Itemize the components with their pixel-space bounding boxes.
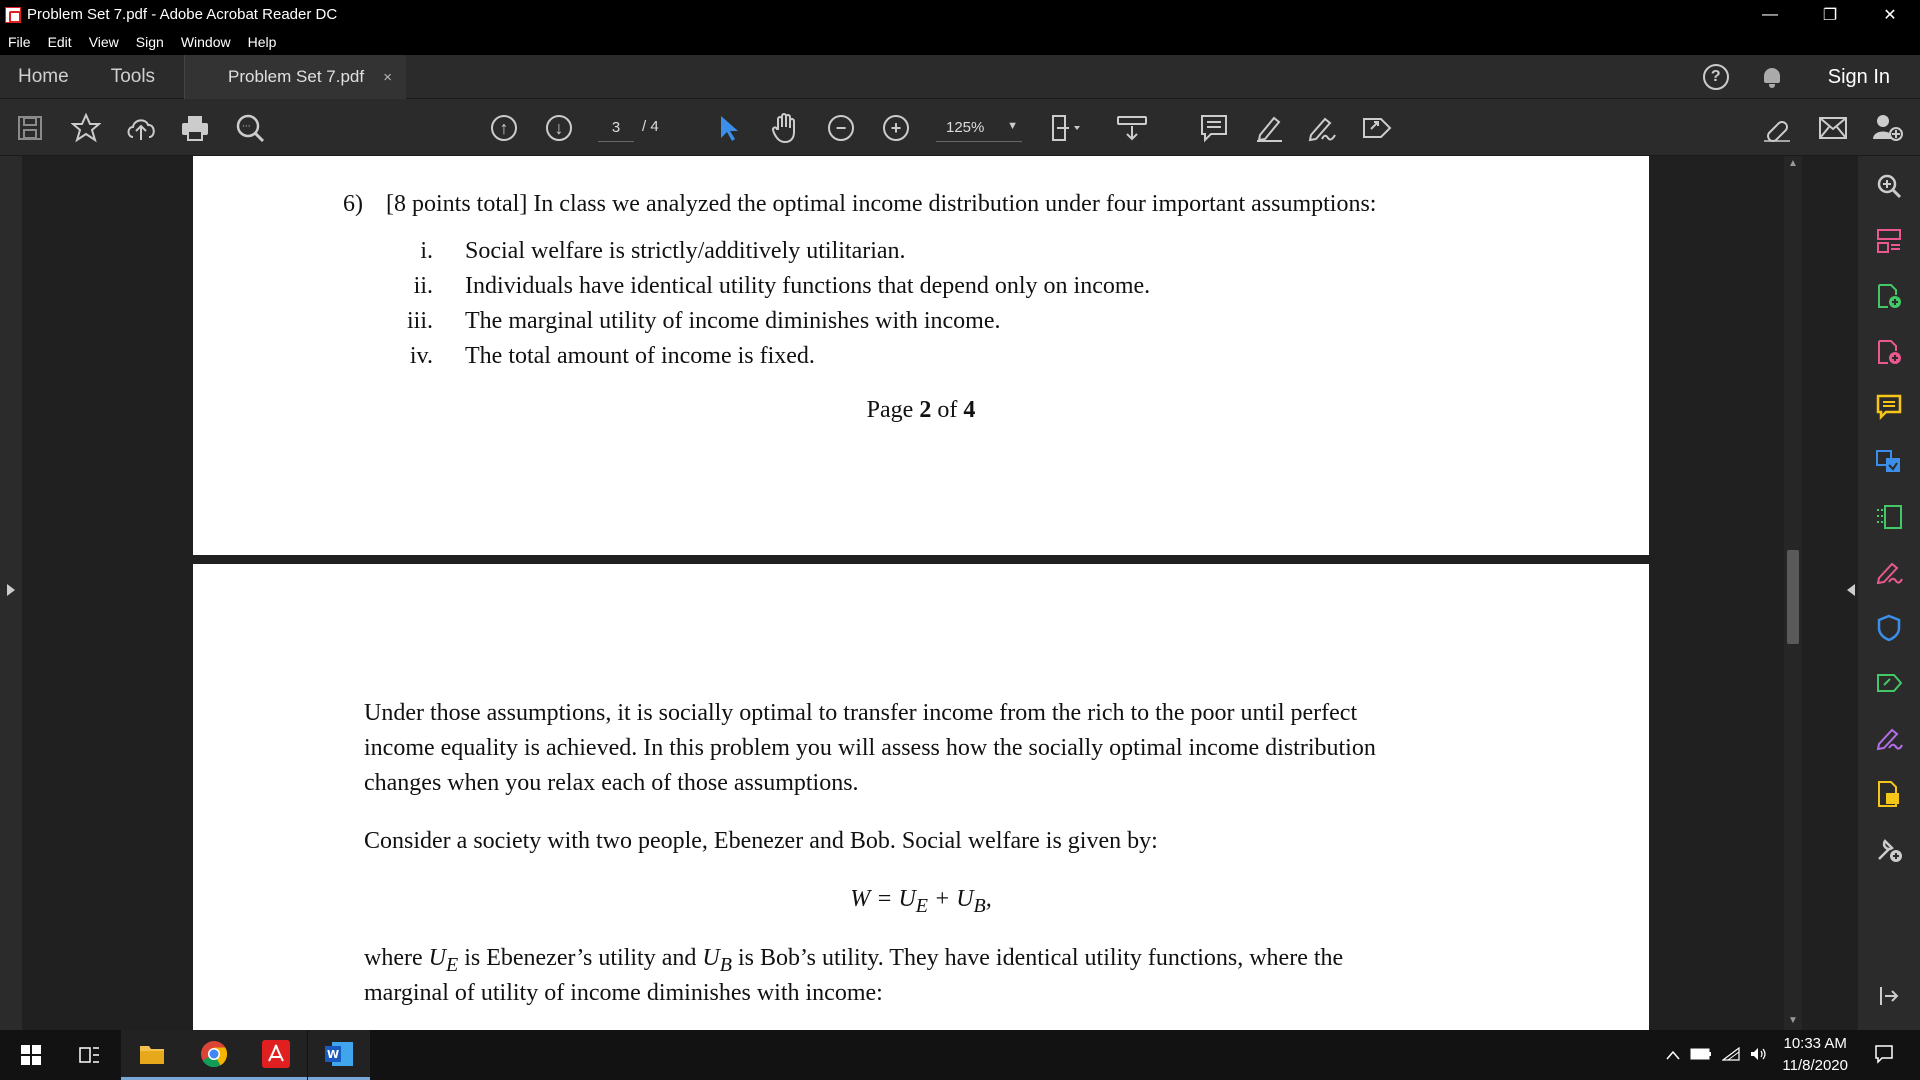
hand-tool-icon[interactable] (769, 112, 801, 144)
fit-page-icon[interactable] (1050, 112, 1082, 144)
send-for-signature-icon[interactable] (1875, 669, 1903, 697)
pen-sign-icon[interactable] (1875, 725, 1903, 753)
paragraph-line: where $U_E$ is Ebenezer’s utility and $U_B$ is Bob’s utility. They have identical utility functions, where the (364, 945, 1344, 976)
link-attach-icon[interactable] (1761, 112, 1793, 144)
zoom-level-select[interactable] (936, 114, 1022, 142)
page-number-input[interactable]: 3 (598, 114, 634, 142)
question-number: 6) (343, 191, 363, 217)
plus-icon: + (883, 115, 909, 141)
fill-sign-icon[interactable] (1875, 559, 1903, 587)
notifications-bell-icon[interactable] (1761, 66, 1783, 88)
document-viewport[interactable] (22, 156, 1858, 1030)
comment-tool-icon[interactable] (1875, 393, 1903, 421)
word-icon[interactable] (308, 1030, 370, 1080)
title-bar (0, 0, 1920, 29)
system-tray (1666, 1030, 1920, 1080)
list-item-number: iii. (406, 308, 433, 334)
menu-help[interactable]: Help (247, 34, 277, 50)
list-item-text: The marginal utility of income diminishes with income. (465, 308, 1001, 334)
export-pdf-icon[interactable] (1875, 338, 1903, 366)
pdf-page-3 (193, 564, 1649, 1030)
close-tab-icon[interactable]: × (383, 68, 392, 86)
taskbar-clock[interactable] (1782, 1033, 1848, 1077)
list-item-number: i. (420, 238, 433, 264)
expand-arrow-icon (7, 584, 15, 596)
edit-pdf-icon[interactable] (1875, 503, 1903, 531)
chrome-icon[interactable] (183, 1030, 245, 1080)
menu-view[interactable]: View (88, 34, 119, 50)
help-icon[interactable]: ? (1703, 64, 1729, 90)
add-user-icon[interactable] (1872, 112, 1904, 144)
right-tools-pane (1858, 156, 1920, 1030)
list-item-text: Individuals have identical utility functions that depend only on income. (465, 273, 1151, 299)
zoom-out-button[interactable] (825, 112, 857, 144)
clock-date: 11/8/2020 (1782, 1057, 1848, 1074)
paragraph-line: marginal of utility of income diminishes with income: (364, 980, 883, 1006)
minus-icon: − (828, 115, 854, 141)
close-window-button[interactable]: ✕ (1883, 6, 1897, 24)
paragraph-line: income equality is achieved. In this problem you will assess how the socially optimal income distribution (364, 735, 1376, 761)
read-mode-icon[interactable] (1116, 112, 1148, 144)
print-icon[interactable] (179, 112, 211, 144)
file-explorer-icon[interactable] (121, 1030, 183, 1080)
windows-taskbar (0, 1030, 1920, 1080)
collapse-pane-arrow-icon[interactable] (1875, 982, 1903, 1010)
zoom-search-icon[interactable] (1875, 172, 1903, 200)
task-view-icon[interactable] (59, 1030, 121, 1080)
vertical-scrollbar[interactable] (1784, 156, 1802, 1030)
svg-text:···: ··· (242, 122, 251, 132)
tab-home[interactable]: Home (18, 65, 69, 87)
restore-button[interactable]: ❐ (1822, 6, 1838, 24)
zoom-level-value: 125% (946, 119, 985, 136)
pdf-page-2 (193, 156, 1649, 555)
more-tools-icon[interactable] (1875, 835, 1903, 863)
create-pdf-icon[interactable] (1875, 282, 1903, 310)
email-icon[interactable] (1817, 112, 1849, 144)
notification-center-icon[interactable] (1874, 1044, 1894, 1067)
sign-in-button[interactable]: Sign In (1827, 65, 1890, 88)
save-icon[interactable] (14, 112, 46, 144)
acrobat-app-icon (5, 7, 21, 23)
minimize-button[interactable]: — (1762, 5, 1778, 23)
sign-pen-icon[interactable] (1306, 112, 1338, 144)
paragraph-line: Under those assumptions, it is socially optimal to transfer income from the rich to the poor until perfect (364, 700, 1358, 726)
page-total-label: / 4 (642, 118, 659, 135)
svg-text:W: W (327, 1047, 340, 1061)
battery-icon[interactable] (1690, 1047, 1712, 1063)
request-file-icon[interactable] (1875, 780, 1903, 808)
search-find-icon[interactable] (234, 112, 266, 144)
next-page-button[interactable] (543, 112, 575, 144)
upload-cloud-icon[interactable] (125, 112, 157, 144)
list-item-number: iv. (409, 343, 433, 369)
organize-pages-icon[interactable] (1875, 227, 1903, 255)
chevron-down-icon: ▼ (1007, 120, 1018, 132)
tab-bar (0, 55, 1920, 99)
document-tab-label: Problem Set 7.pdf (228, 67, 365, 86)
highlight-pen-icon[interactable] (1253, 112, 1285, 144)
welfare-equation: $W = U_E + U_B$, (850, 886, 992, 917)
previous-page-button[interactable] (488, 112, 520, 144)
bookmark-star-icon[interactable] (70, 112, 102, 144)
left-pane-toggle[interactable] (0, 156, 22, 1030)
comment-icon[interactable] (1198, 112, 1230, 144)
arrow-up-icon: ↑ (491, 115, 517, 141)
arrow-down-icon: ↓ (546, 115, 572, 141)
window-title: Problem Set 7.pdf - Adobe Acrobat Reader DC (27, 6, 338, 23)
combine-files-icon[interactable] (1875, 448, 1903, 476)
share-send-icon[interactable] (1361, 112, 1393, 144)
menu-sign[interactable]: Sign (135, 34, 164, 50)
scroll-up-icon[interactable]: ▲ (1788, 158, 1798, 169)
clock-time: 10:33 AM (1783, 1035, 1847, 1052)
select-cursor-tool[interactable] (713, 112, 745, 144)
start-windows-icon[interactable] (0, 1030, 62, 1080)
acrobat-taskbar-icon[interactable] (245, 1030, 307, 1080)
protect-shield-icon[interactable] (1875, 614, 1903, 642)
zoom-in-button[interactable] (880, 112, 912, 144)
paragraph-line: Consider a society with two people, Ebenezer and Bob. Social welfare is given by: (364, 828, 1158, 854)
list-item-text: Social welfare is strictly/additively utilitarian. (465, 238, 906, 264)
scroll-down-icon[interactable]: ▼ (1788, 1015, 1798, 1026)
list-item-text: The total amount of income is fixed. (465, 343, 815, 369)
page-footer: Page 2 of 4 (866, 397, 976, 423)
question-text: [8 points total] In class we analyzed the optimal income distribution under four important assumptions: (386, 191, 1377, 217)
menu-file[interactable]: File (8, 34, 31, 50)
tab-tools[interactable]: Tools (110, 65, 156, 87)
collapse-right-pane-icon[interactable] (1847, 584, 1855, 596)
menu-window[interactable]: Window (180, 34, 231, 50)
chevron-up-icon[interactable] (1666, 1047, 1680, 1063)
menu-bar (0, 29, 1920, 55)
wifi-icon[interactable] (1722, 1047, 1740, 1064)
volume-icon[interactable] (1750, 1047, 1768, 1064)
scrollbar-thumb[interactable] (1787, 550, 1799, 644)
menu-edit[interactable]: Edit (47, 34, 72, 50)
paragraph-line: changes when you relax each of those assumptions. (364, 770, 859, 796)
list-item-number: ii. (413, 273, 433, 299)
tab-document[interactable] (184, 55, 406, 99)
